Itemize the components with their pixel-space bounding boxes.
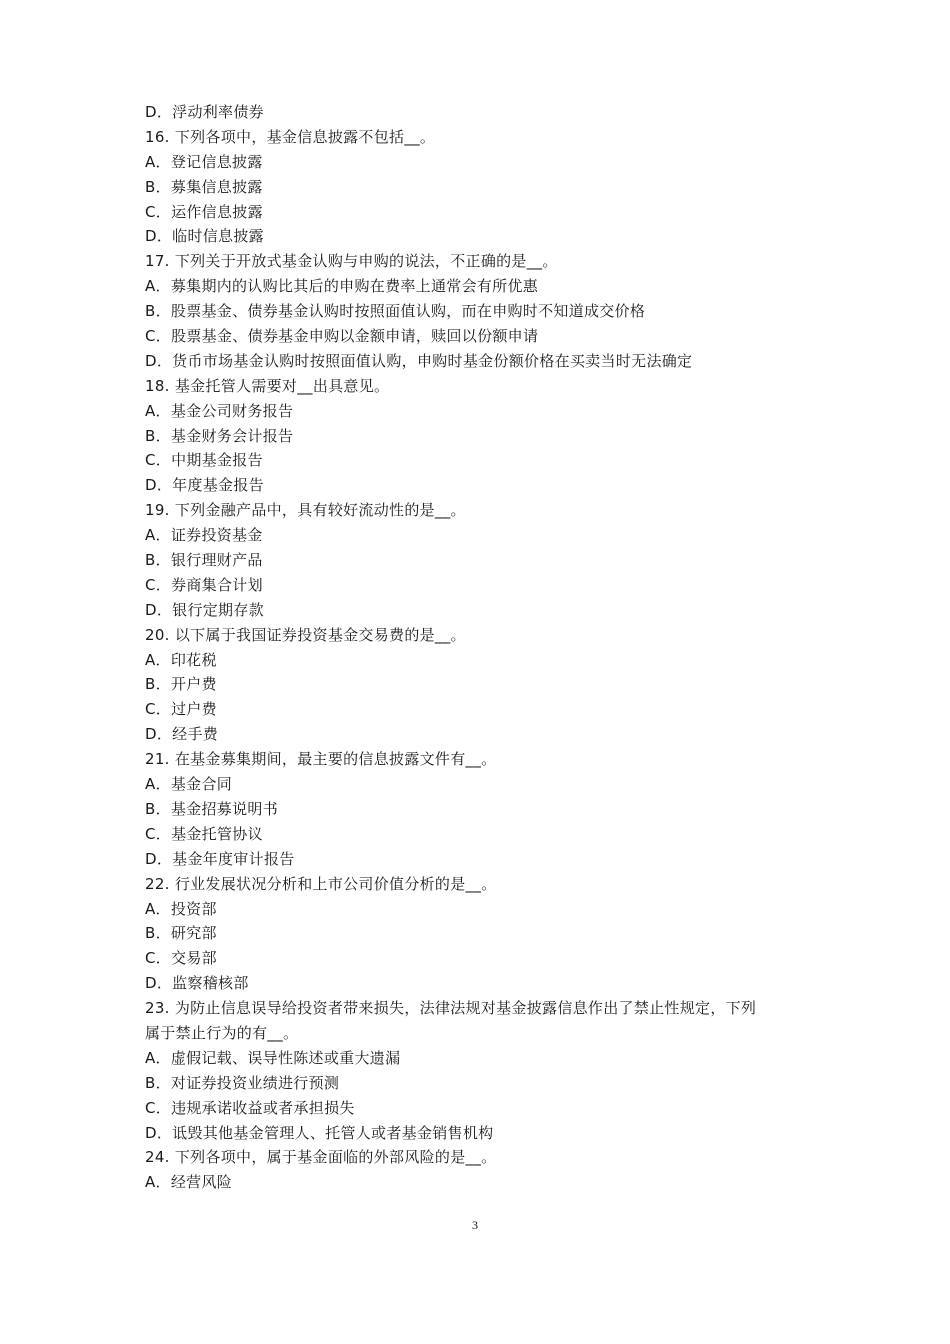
option-line: D．经手费 — [145, 725, 219, 744]
option-line: D．临时信息披露 — [145, 227, 264, 246]
option-line: B．研究部 — [145, 924, 217, 943]
question-line: 24. 下列各项中，属于基金面临的外部风险的是__。 — [145, 1148, 497, 1167]
option-line: A．基金公司财务报告 — [145, 401, 294, 420]
option-line: D．监察稽核部 — [145, 974, 249, 993]
question-line-continued: 属于禁止行为的有__。 — [145, 1023, 299, 1042]
question-line: 18. 基金托管人需要对__出具意见。 — [145, 376, 390, 395]
option-line: D．诋毁其他基金管理人、托管人或者基金销售机构 — [145, 1123, 494, 1142]
option-line: A．基金合同 — [145, 775, 233, 794]
question-line: 16. 下列各项中，基金信息披露不包括__。 — [145, 127, 436, 146]
option-line: D．银行定期存款 — [145, 600, 264, 619]
question-line: 20. 以下属于我国证券投资基金交易费的是__。 — [145, 625, 466, 644]
option-line: D．浮动利率债券 — [145, 103, 264, 121]
option-line: B．开户费 — [145, 675, 217, 694]
option-line: C．基金托管协议 — [145, 824, 263, 843]
question-line: 19. 下列金融产品中，具有较好流动性的是__。 — [145, 501, 466, 520]
document-body — [145, 100, 825, 1195]
option-line: C．过户费 — [145, 700, 217, 719]
option-line: A．募集期内的认购比其后的申购在费率上通常会有所优惠 — [145, 277, 539, 296]
option-line: C．交易部 — [145, 949, 217, 968]
question-line: 17. 下列关于开放式基金认购与申购的说法，不正确的是__。 — [145, 252, 558, 271]
option-line: C．中期基金报告 — [145, 451, 263, 470]
option-line: C．股票基金、债券基金申购以金额申请，赎回以份额申请 — [145, 327, 539, 346]
option-line: C．券商集合计划 — [145, 575, 263, 594]
option-line: A．登记信息披露 — [145, 152, 263, 171]
question-line: 22. 行业发展状况分析和上市公司价值分析的是__。 — [145, 874, 497, 893]
option-line: C．违规承诺收益或者承担损失 — [145, 1098, 355, 1117]
option-line: D．年度基金报告 — [145, 476, 264, 495]
option-line: A．证券投资基金 — [145, 526, 263, 545]
option-line: A．经营风险 — [145, 1173, 233, 1192]
option-line: A．印花税 — [145, 650, 217, 669]
option-line: B．股票基金、债券基金认购时按照面值认购，而在申购时不知道成交价格 — [145, 302, 646, 321]
option-line: B．对证券投资业绩进行预测 — [145, 1073, 340, 1092]
question-line: 21. 在基金募集期间，最主要的信息披露文件有__。 — [145, 750, 497, 769]
page-number: 3 — [472, 1218, 478, 1232]
option-line: D．货币市场基金认购时按照面值认购，申购时基金份额价格在买卖当时无法确定 — [145, 351, 693, 370]
option-line: B．基金招募说明书 — [145, 799, 278, 818]
question-line: 23. 为防止信息误导给投资者带来损失，法律法规对基金披露信息作出了禁止性规定，下列 — [145, 999, 757, 1018]
option-line: B．基金财务会计报告 — [145, 426, 294, 445]
option-line: A．投资部 — [145, 899, 217, 918]
option-line: B．银行理财产品 — [145, 551, 263, 570]
option-line: C．运作信息披露 — [145, 202, 263, 221]
option-line: A．虚假记载、误导性陈述或重大遗漏 — [145, 1048, 401, 1067]
option-line: D．基金年度审计报告 — [145, 849, 295, 868]
option-line: B．募集信息披露 — [145, 177, 263, 196]
